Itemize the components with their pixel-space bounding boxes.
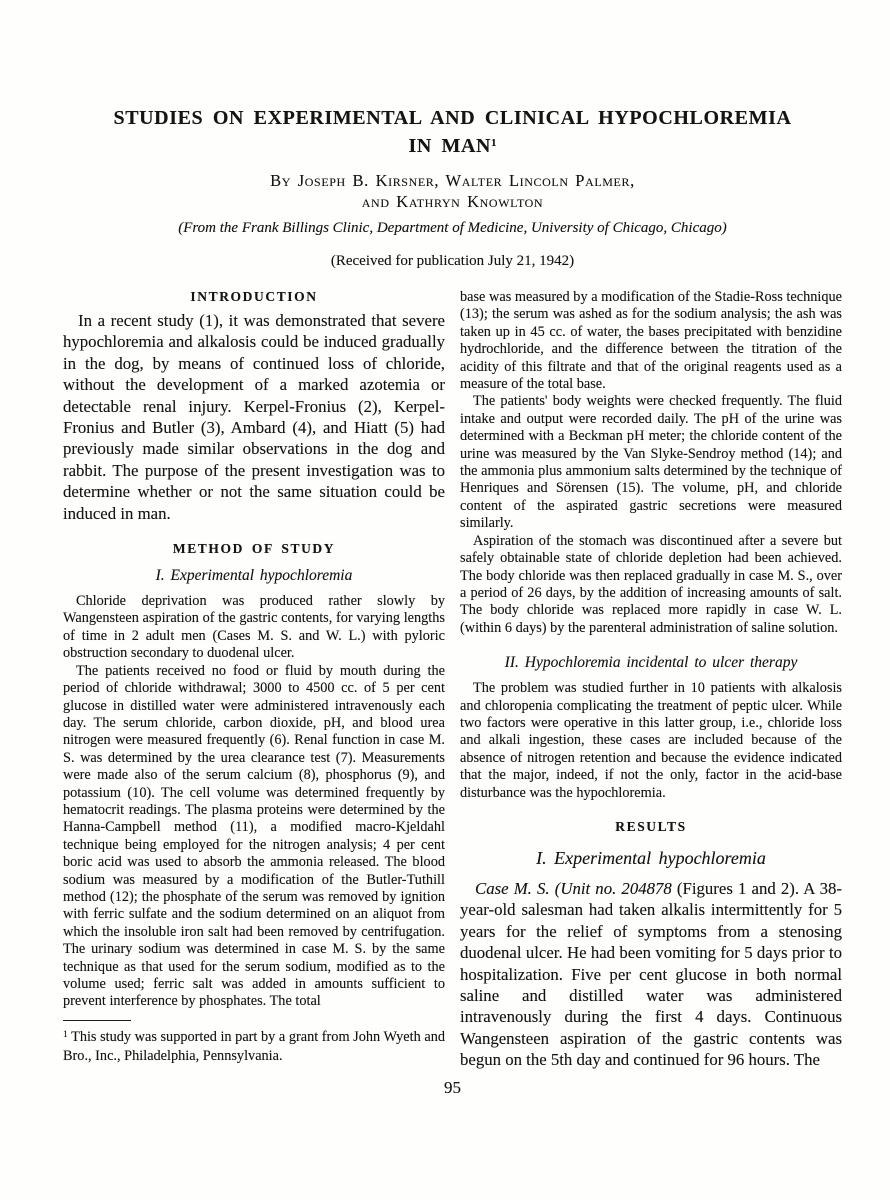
results-heading: RESULTS <box>615 818 687 834</box>
introduction-heading: INTRODUCTION <box>190 289 318 304</box>
method-paragraph-3: base was measured by a modification of the Stadie-Ross technique (13); the serum was ashed as for the sodium analysis; the ash was taken up in 45 cc. of water, the bases precipitated with benzidine hydrochloride, and the difference between the titration of the acidity of this filtrate and that of the original reagents used as a measure of the total base. <box>460 289 842 393</box>
two-column-body <box>63 289 842 1071</box>
case-ms-paragraph <box>460 878 842 1071</box>
affiliation-line: (From the Frank Billings Clinic, Department of Medicine, University of Chicago, Chicago) <box>178 220 727 236</box>
method-paragraph-1: Chloride deprivation was produced rather slowly by Wangensteen aspiration of the gastric contents, for varying lengths of time in 2 adult men (Cases M. S. and W. L.) with pyloric obstruction secondary to duodenal ulcer. <box>63 593 445 662</box>
results-subheading-experimental-hypochloremia: I. Experimental hypochloremia <box>536 847 766 868</box>
footnote-marker: 1 <box>63 1029 68 1040</box>
received-date-line: (Received for publication July 21, 1942) <box>330 253 575 269</box>
method-paragraph-4: The patients' body weights were checked frequently. The fluid intake and output were recorded daily. The pH of the urine was determined with a Beckman pH meter; the chloride content of the urine was measured by the Van Slyke-Sendroy method (14); and the ammonia plus ammonium salts determined by the technique of Henriques and Sörensen (15). The volume, pH, and chloride content of the aspirated gastric secretions were measured similarly. <box>460 393 842 532</box>
paper-title-line1: STUDIES ON EXPERIMENTAL AND CLINICAL HYPOCHLOREMIA <box>113 107 792 129</box>
method-paragraph-2: The patients received no food or fluid by mouth during the period of chloride withdrawal; 3000 to 4500 cc. of 5 per cent glucose in distilled water were administered intravenously each day. The serum chloride, carbon dioxide, pH, and blood urea nitrogen were measured frequently (6). Renal function in case M. S. was determined by the urea clearance test (7). Measurements were made also of the serum calcium (8), phosphorus (9), and potassium (10). The cell volume was determined frequently by hematocrit readings. The plasma proteins were determined by the Hanna-Campbell method (11), a modified macro-Kjeldahl technique being employed for the nitrogen analysis; 4 per cent boric acid was used to absorb the ammonia released. The blood sodium was measured by a modification of the Butler-Tuthill method (12); the phosphate of the serum was removed by ignition with ferric sulfate and the sodium determined on an aliquot from which the insoluble iron salt had been removed by centrifugation. The urinary sodium was determined in case M. S. by the same technique as that used for the serum sodium, modified as to the volume used; ferric salt was added in amounts sufficient to prevent interference by phosphates. The total <box>63 662 445 1010</box>
method-paragraph-5: Aspiration of the stomach was discontinued after a severe but safely obtainable state of chloride depletion had been achieved. The body chloride was then replaced gradually in case M. S., over a period of 26 days, by the addition of increasing amounts of salt. The body chloride was replaced more rapidly in case W. L. (within 6 days) by the parenteral administration of saline solution. <box>460 532 842 636</box>
footnote <box>63 1026 445 1066</box>
footnote-text: This study was supported in part by a grant from John Wyeth and Bro., Inc., Philadelphia, Pennsylvania. <box>63 1028 445 1064</box>
paper-title <box>63 106 842 159</box>
case-ms-text: (Figures 1 and 2). A 38-year-old salesman had taken alkalis intermittently for 5 years for the relief of symptoms from a stenosing duodenal ulcer. He had been vomiting for 5 days prior to hospitalization. Five per cent glucose in both normal saline and distilled water was administered intravenously during the first 4 days. Continuous Wangensteen aspiration of the gastric contents was begun on the 5th day and continued for 96 hours. The <box>460 878 842 1070</box>
left-column <box>63 289 445 1071</box>
method-of-study-heading: METHOD OF STUDY <box>172 541 336 557</box>
author-line2: and Kathryn Knowlton <box>361 192 544 211</box>
right-column <box>460 289 842 1071</box>
introduction-paragraph: In a recent study (1), it was demonstrated that severe hypochloremia and alkalosis could be induced gradually in the dog, by means of continued loss of chloride, without the development of a marked azotemia or detectable renal injury. Kerpel-Fronius (2), Kerpel-Fronius and Butler (3), Ambard (4), and Hiatt (5) had previously made similar observations in the dog and rabbit. The purpose of the present investigation was to determine whether or not the same situation could be induced in man. <box>63 311 445 523</box>
page-number: 95 <box>444 1077 461 1097</box>
case-ms-lead: Case M. S. (Unit no. 204878 <box>475 878 672 898</box>
method-subheading-ulcer-therapy: II. Hypochloremia incidental to ulcer therapy <box>504 654 798 672</box>
footnote-rule <box>63 1020 131 1021</box>
author-line1: By Joseph B. Kirsner, Walter Lincoln Palmer, <box>270 171 635 190</box>
method-paragraph-6: The problem was studied further in 10 patients with alkalosis and chloropenia complicating the treatment of peptic ulcer. While two factors were operative in this latter group, i.e., chloride loss and alkali ingestion, these cases are included because of the absence of nitrogen retention and because the evidence indicated that the major, indeed, if not the only, factor in the acid-base disturbance was the hypochloremia. <box>460 680 842 801</box>
method-subheading-experimental-hypochloremia: I. Experimental hypochloremia <box>155 567 353 585</box>
title-footnote-marker: 1 <box>491 137 497 149</box>
author-byline <box>63 170 842 212</box>
paper-title-line2: IN MAN <box>408 135 492 157</box>
